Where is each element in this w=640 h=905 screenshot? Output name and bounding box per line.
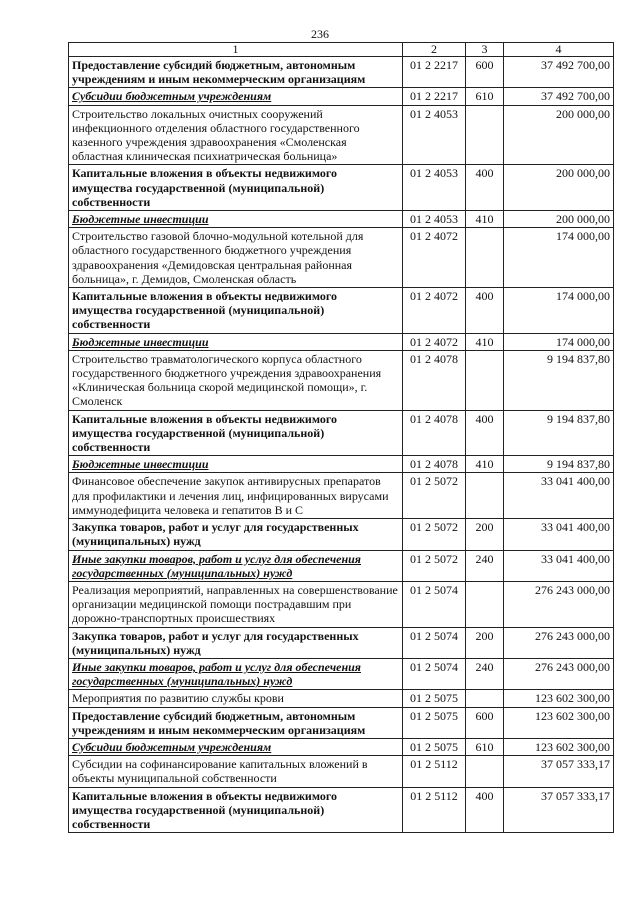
row-code: 01 2 4078 bbox=[403, 410, 466, 456]
table-row bbox=[69, 456, 614, 473]
budget-table bbox=[68, 42, 614, 833]
row-type: 400 bbox=[466, 288, 504, 334]
row-type: 610 bbox=[466, 88, 504, 105]
row-code: 01 2 4078 bbox=[403, 456, 466, 473]
row-type: 400 bbox=[466, 165, 504, 211]
row-code: 01 2 5112 bbox=[403, 787, 466, 833]
table-row bbox=[69, 550, 614, 581]
table-row bbox=[69, 228, 614, 288]
row-sum: 33 041 400,00 bbox=[504, 550, 614, 581]
row-sum: 33 041 400,00 bbox=[504, 473, 614, 519]
row-name: Субсидии на софинансирование капитальных вложений в объекты муниципальной собственности bbox=[69, 756, 403, 787]
row-code: 01 2 5075 bbox=[403, 738, 466, 755]
table-row bbox=[69, 211, 614, 228]
row-type: 610 bbox=[466, 738, 504, 755]
row-sum: 200 000,00 bbox=[504, 165, 614, 211]
row-name: Строительство травматологического корпуса областного государственного бюджетного учреждения здравоохранения «Клиническая больница скорой медицинской помощи», г. Смоленск bbox=[69, 350, 403, 410]
row-name: Капитальные вложения в объекты недвижимого имущества государственной (муниципальной) собственности bbox=[69, 787, 403, 833]
table-header-row bbox=[69, 43, 614, 57]
row-code: 01 2 5072 bbox=[403, 519, 466, 550]
row-name: Капитальные вложения в объекты недвижимого имущества государственной (муниципальной) собственности bbox=[69, 288, 403, 334]
row-name: Строительство локальных очистных сооружений инфекционного отделения областного государственного казенного учреждения здравоохранения «Смоленская областная клиническая психиатрическая больница» bbox=[69, 105, 403, 165]
column-header-type: 3 bbox=[466, 43, 504, 57]
row-sum: 37 492 700,00 bbox=[504, 88, 614, 105]
row-name: Закупка товаров, работ и услуг для государственных (муниципальных) нужд bbox=[69, 627, 403, 658]
row-type bbox=[466, 350, 504, 410]
row-code: 01 2 2217 bbox=[403, 57, 466, 88]
row-code: 01 2 4072 bbox=[403, 333, 466, 350]
row-sum: 276 243 000,00 bbox=[504, 581, 614, 627]
row-type bbox=[466, 105, 504, 165]
row-code: 01 2 5074 bbox=[403, 581, 466, 627]
row-type bbox=[466, 756, 504, 787]
row-name: Бюджетные инвестиции bbox=[69, 211, 403, 228]
row-type: 600 bbox=[466, 57, 504, 88]
table-row bbox=[69, 738, 614, 755]
row-name: Иные закупки товаров, работ и услуг для обеспечения государственных (муниципальных) нужд bbox=[69, 658, 403, 689]
row-type: 400 bbox=[466, 410, 504, 456]
table-row bbox=[69, 756, 614, 787]
row-type bbox=[466, 228, 504, 288]
table-row bbox=[69, 787, 614, 833]
table-row bbox=[69, 105, 614, 165]
row-name: Предоставление субсидий бюджетным, автономным учреждениям и иным некоммерческим организациям bbox=[69, 707, 403, 738]
row-code: 01 2 5075 bbox=[403, 707, 466, 738]
row-type: 410 bbox=[466, 456, 504, 473]
row-code: 01 2 4053 bbox=[403, 105, 466, 165]
row-sum: 200 000,00 bbox=[504, 105, 614, 165]
table-row bbox=[69, 88, 614, 105]
row-sum: 33 041 400,00 bbox=[504, 519, 614, 550]
row-code: 01 2 5074 bbox=[403, 627, 466, 658]
row-name: Строительство газовой блочно-модульной котельной для областного государственного бюджетного учреждения здравоохранения «Демидовская центральная районная больница», г. Демидов, Смоленская область bbox=[69, 228, 403, 288]
table-row bbox=[69, 658, 614, 689]
row-name: Предоставление субсидий бюджетным, автономным учреждениям и иным некоммерческим организациям bbox=[69, 57, 403, 88]
row-type: 240 bbox=[466, 550, 504, 581]
row-name: Реализация мероприятий, направленных на совершенствование организации медицинской помощи пострадавшим при дорожно-транспортных происшествиях bbox=[69, 581, 403, 627]
row-code: 01 2 4053 bbox=[403, 165, 466, 211]
row-name: Закупка товаров, работ и услуг для государственных (муниципальных) нужд bbox=[69, 519, 403, 550]
row-code: 01 2 5072 bbox=[403, 473, 466, 519]
row-code: 01 2 4072 bbox=[403, 228, 466, 288]
row-sum: 37 057 333,17 bbox=[504, 756, 614, 787]
row-type bbox=[466, 690, 504, 707]
table-row bbox=[69, 288, 614, 334]
row-sum: 37 492 700,00 bbox=[504, 57, 614, 88]
row-sum: 276 243 000,00 bbox=[504, 627, 614, 658]
row-name: Бюджетные инвестиции bbox=[69, 333, 403, 350]
row-code: 01 2 2217 bbox=[403, 88, 466, 105]
row-sum: 9 194 837,80 bbox=[504, 410, 614, 456]
row-type: 410 bbox=[466, 211, 504, 228]
row-type bbox=[466, 473, 504, 519]
row-name: Иные закупки товаров, работ и услуг для обеспечения государственных (муниципальных) нужд bbox=[69, 550, 403, 581]
row-type: 200 bbox=[466, 519, 504, 550]
table-row bbox=[69, 410, 614, 456]
table-row bbox=[69, 627, 614, 658]
row-code: 01 2 4078 bbox=[403, 350, 466, 410]
row-type: 400 bbox=[466, 787, 504, 833]
row-type: 410 bbox=[466, 333, 504, 350]
row-code: 01 2 5075 bbox=[403, 690, 466, 707]
row-sum: 174 000,00 bbox=[504, 288, 614, 334]
table-row bbox=[69, 165, 614, 211]
row-code: 01 2 4072 bbox=[403, 288, 466, 334]
column-header-name: 1 bbox=[69, 43, 403, 57]
row-name: Мероприятия по развитию службы крови bbox=[69, 690, 403, 707]
row-name: Субсидии бюджетным учреждениям bbox=[69, 738, 403, 755]
table-row bbox=[69, 707, 614, 738]
page-number: 236 bbox=[311, 27, 329, 41]
row-type: 600 bbox=[466, 707, 504, 738]
row-sum: 123 602 300,00 bbox=[504, 738, 614, 755]
row-sum: 174 000,00 bbox=[504, 228, 614, 288]
row-type: 240 bbox=[466, 658, 504, 689]
row-sum: 174 000,00 bbox=[504, 333, 614, 350]
row-code: 01 2 5112 bbox=[403, 756, 466, 787]
row-name: Капитальные вложения в объекты недвижимого имущества государственной (муниципальной) собственности bbox=[69, 165, 403, 211]
table-row bbox=[69, 473, 614, 519]
row-sum: 123 602 300,00 bbox=[504, 690, 614, 707]
table-row bbox=[69, 350, 614, 410]
row-name: Бюджетные инвестиции bbox=[69, 456, 403, 473]
row-name: Финансовое обеспечение закупок антивирусных препаратов для профилактики и лечения лиц, инфицированных вирусами иммунодефицита человека и гепатитов В и С bbox=[69, 473, 403, 519]
table-row bbox=[69, 333, 614, 350]
row-code: 01 2 4053 bbox=[403, 211, 466, 228]
row-sum: 9 194 837,80 bbox=[504, 350, 614, 410]
table-row bbox=[69, 690, 614, 707]
row-type: 200 bbox=[466, 627, 504, 658]
table-row bbox=[69, 581, 614, 627]
row-type bbox=[466, 581, 504, 627]
row-code: 01 2 5074 bbox=[403, 658, 466, 689]
row-name: Субсидии бюджетным учреждениям bbox=[69, 88, 403, 105]
row-sum: 123 602 300,00 bbox=[504, 707, 614, 738]
row-sum: 276 243 000,00 bbox=[504, 658, 614, 689]
row-code: 01 2 5072 bbox=[403, 550, 466, 581]
row-sum: 37 057 333,17 bbox=[504, 787, 614, 833]
row-sum: 200 000,00 bbox=[504, 211, 614, 228]
table-row bbox=[69, 519, 614, 550]
column-header-sum: 4 bbox=[504, 43, 614, 57]
table-row bbox=[69, 57, 614, 88]
row-name: Капитальные вложения в объекты недвижимого имущества государственной (муниципальной) собственности bbox=[69, 410, 403, 456]
row-sum: 9 194 837,80 bbox=[504, 456, 614, 473]
column-header-code: 2 bbox=[403, 43, 466, 57]
